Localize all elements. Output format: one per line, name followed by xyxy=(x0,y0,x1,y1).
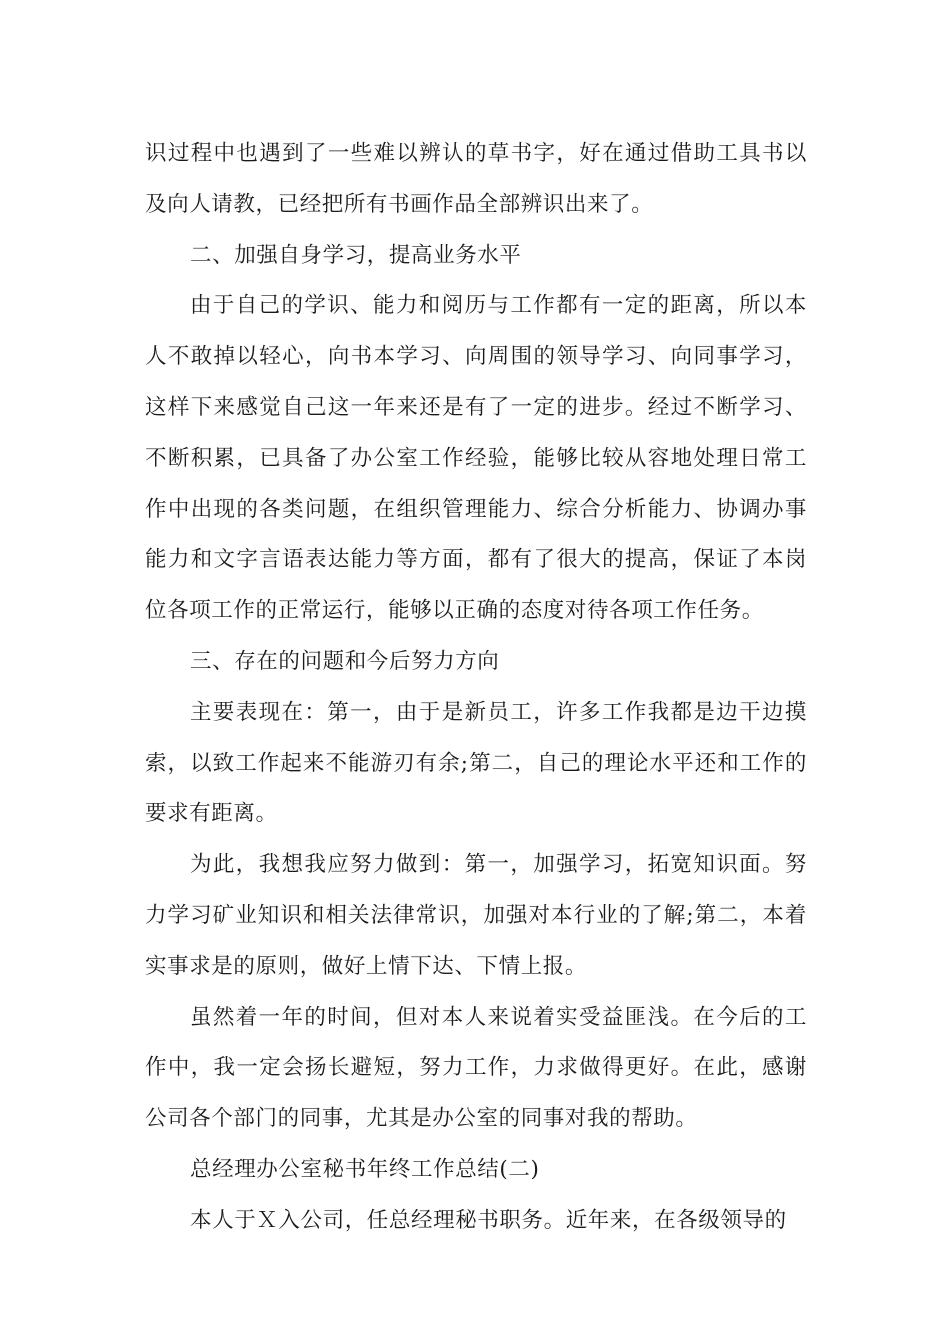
paragraph-intro: 本人于Ｘ入公司，任总经理秘书职务。近年来，在各级领导的 xyxy=(190,1207,787,1233)
paragraph-closing: 虽然着一年的时间，但对本人来说着实受益匪浅。在今后的工作中，我一定会扬长避短，努力工作，力求做得更好。在此，感谢公司各个部门的同事，尤其是办公室的同事对我的帮助。 xyxy=(145,1004,807,1132)
paragraph-continuation: 识过程中也遇到了一些难以辨认的草书字，好在通过借助工具书以及向人请教，已经把所有书画作品全部辨识出来了。 xyxy=(145,141,807,217)
section-heading-3: 三、存在的问题和今后努力方向 xyxy=(190,648,500,674)
paragraph-plans: 为此，我想我应努力做到：第一，加强学习，拓宽知识面。努力学习矿业知识和相关法律常识，加强对本行业的了解;第二，本着实事求是的原则，做好上情下达、下情上报。 xyxy=(145,852,807,979)
summary-title: 总经理办公室秘书年终工作总结(二) xyxy=(190,1156,540,1182)
paragraph-study: 由于自己的学识、能力和阅历与工作都有一定的距离，所以本人不敢掉以轻心，向书本学习、向周围的领导学习、向同事学习，这样下来感觉自己这一年来还是有了一定的进步。经过不断学习、不断积累，已具备了办公室工作经验，能够比较从容地处理日常工作中出现的各类问题，在组织管理能力、综合分析能力、协调办事能力和文字言语表达能力等方面，都有了很大的提高，保证了本岗位各项工作的正常运行，能够以正确的态度对待各项工作任务。 xyxy=(145,293,807,624)
document-body xyxy=(145,129,807,1247)
section-heading-2: 二、加强自身学习，提高业务水平 xyxy=(190,242,522,268)
paragraph-problems: 主要表现在：第一，由于是新员工，许多工作我都是边干边摸索，以致工作起来不能游刃有余;第二，自己的理论水平还和工作的要求有距离。 xyxy=(145,699,807,827)
